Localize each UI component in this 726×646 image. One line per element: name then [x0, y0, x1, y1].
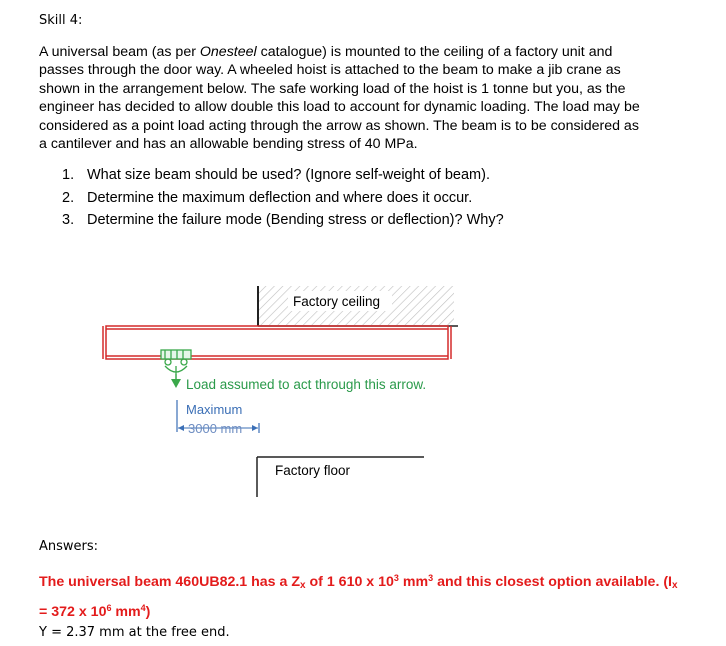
- maximum-label: Maximum: [186, 402, 243, 417]
- question-item: 3. Determine the failure mode (Bending stress or deflection)? Why?: [62, 212, 504, 228]
- answers-label: Answers:: [39, 539, 99, 554]
- hoist: [161, 350, 191, 374]
- beam: [106, 326, 448, 359]
- load-arrow-head: [171, 379, 181, 388]
- dimension-arrow-right: [252, 425, 258, 431]
- floor-label: Factory floor: [275, 463, 351, 478]
- load-label: Load assumed to act through this arrow.: [186, 377, 427, 392]
- dimension-arrow-left: [178, 425, 184, 431]
- dimension-label: 3000 mm: [188, 421, 243, 436]
- answer-beam-size: The universal beam 460UB82.1 has a $Z_x$ of 1 610 x $10^3$ $mm^3$ and this closest option available. ($I_x = 372$ x $10^6$ $mm^4$): [39, 573, 678, 620]
- skill-heading: Skill 4:: [39, 13, 83, 28]
- catalogue-name: Onesteel: [199, 44, 257, 60]
- question-item: 2. Determine the maximum deflection and where does it occur.: [62, 189, 473, 206]
- question-item: 1. What size beam should be used? (Ignore self-weight of beam).: [62, 167, 490, 183]
- answer-deflection: Y = 2.37 mm at the free end.: [39, 625, 230, 640]
- problem-statement: A universal beam (as per Onesteel catalogue) is mounted to the ceiling of a factory unit and passes through the door way. A wheeled hoist is attached to the beam to make a jib crane as shown in the arrangement below. The safe working load of the hoist is 1 tonne but you, as the engineer has decided to allow double this load to account for dynamic loading. The load may be considered as a point load acting through the arrow as shown. The beam is to be considered as a cantilever and has an allowable bending stress of 40 MPa.: [39, 44, 640, 153]
- ceiling-label: Factory ceiling: [293, 294, 381, 309]
